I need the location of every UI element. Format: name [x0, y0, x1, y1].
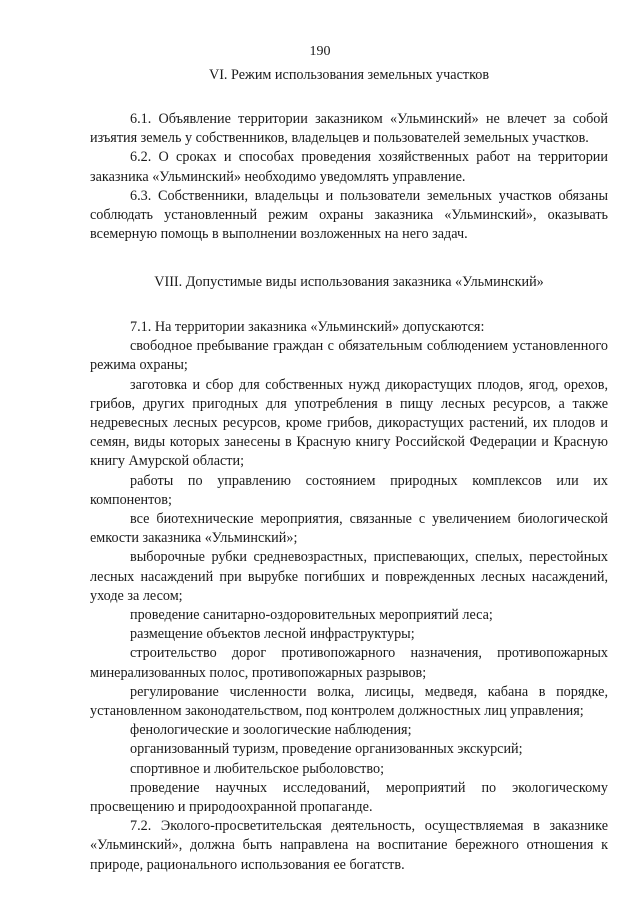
- list-item: заготовка и сбор для собственных нужд дикорастущих плодов, ягод, орехов, грибов, других пригодных для употребления в пищу лесных ресурсов, а также недревесных лесных ресурсов, кроме грибов, дикорастущих растений, их плодов и семян, виды которых занесены в Красную книгу Российской Федерации и Красную книгу Амурской области;: [90, 376, 608, 470]
- page-number: 190: [309, 44, 331, 59]
- list-item: свободное пребывание граждан с обязательным соблюдением установленного режима охраны;: [90, 338, 608, 374]
- section-8-body: [90, 318, 608, 875]
- list-item: строительство дорог противопожарного назначения, противопожарных минерализованных полос, противопожарных разрывов;: [90, 645, 608, 681]
- paragraph-6-3: 6.3. Собственники, владельцы и пользователи земельных участков обязаны соблюдать установленный режим охраны заказника «Ульминский», оказывать всемерную помощь в выполнении возложенных на него задач.: [90, 187, 608, 243]
- list-item: проведение научных исследований, мероприятий по экологическому просвещению и природоохранной пропаганде.: [90, 779, 608, 816]
- list-item: спортивное и любительское рыболовство;: [130, 760, 385, 777]
- paragraph-6-2: 6.2. О сроках и способах проведения хозяйственных работ на территории заказника «Ульминский» необходимо уведомлять управление.: [90, 149, 608, 185]
- list-item: организованный туризм, проведение организованных экскурсий;: [130, 741, 523, 758]
- list-item: работы по управлению состоянием природных комплексов или их компонентов;: [90, 472, 608, 508]
- list-item: регулирование численности волка, лисицы, медведя, кабана в порядке, установленном законодательством, под контролем должностных лиц управления;: [90, 683, 608, 720]
- paragraph-6-1: 6.1. Объявление территории заказником «Ульминский» не влечет за собой изъятия земель у собственников, владельцев и пользователей земельных участков.: [90, 111, 608, 147]
- section-8-heading: VIII. Допустимые виды использования заказника «Ульминский»: [154, 274, 544, 290]
- paragraph-7-2: 7.2. Эколого-просветительская деятельность, осуществляемая в заказнике «Ульминский», должна быть направлена на воспитание бережного отношения к природе, рационального использования ее богатств.: [90, 818, 608, 873]
- list-item: фенологические и зоологические наблюдения;: [130, 722, 412, 739]
- section-6-heading: VI. Режим использования земельных участков: [208, 67, 490, 83]
- list-item: выборочные рубки средневозрастных, приспевающих, спелых, перестойных лесных насаждений при вырубке погибших и поврежденных лесных насаждений, уходе за лесом;: [90, 549, 608, 604]
- paragraph-7-1: 7.1. На территории заказника «Ульминский» допускаются:: [130, 319, 485, 335]
- list-item: проведение санитарно-оздоровительных мероприятий леса;: [130, 607, 493, 624]
- list-item: все биотехнические мероприятия, связанные с увеличением биологической емкости заказника «Ульминский»;: [90, 511, 608, 547]
- section-6-body: [90, 110, 608, 244]
- list-item: размещение объектов лесной инфраструктуры;: [130, 626, 415, 643]
